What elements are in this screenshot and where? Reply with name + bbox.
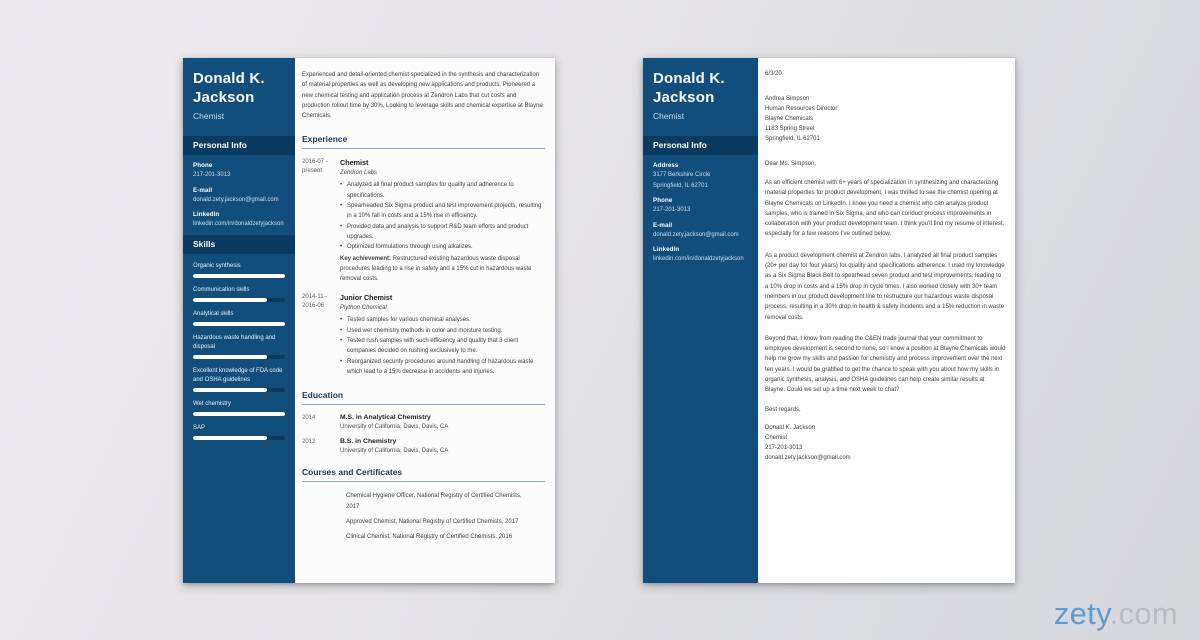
- field-label: Phone: [193, 162, 213, 169]
- bullet-marker: •: [340, 338, 343, 345]
- resume-job-title: Chemist: [193, 111, 225, 121]
- entry-company: Plython Chemical: [340, 305, 387, 312]
- skill-bar-fill: [193, 298, 267, 302]
- skill-label: SAP: [193, 424, 206, 431]
- bullet-marker: •: [340, 223, 343, 230]
- skill-item: [183, 310, 295, 326]
- signature-line: 217-201-3013: [765, 444, 803, 451]
- signature-line: Chemist: [765, 434, 788, 441]
- recipient-line: Springfield, IL 62701: [765, 136, 820, 142]
- entry-body: [340, 414, 545, 430]
- education-entry: [302, 414, 545, 430]
- field-label: LinkedIn: [193, 211, 220, 218]
- resume-main: [295, 58, 555, 583]
- education-entries: [302, 414, 545, 454]
- zety-logo[interactable]: [1054, 596, 1178, 632]
- field-label: Address: [653, 162, 679, 169]
- entry-body: [340, 438, 545, 454]
- letter-signature-block: [765, 423, 1006, 463]
- recipient-line: 1183 Spring Street: [765, 126, 815, 132]
- letter-paragraph: As a product development chemist at Zendron labs, I analyzed all final product samples (20+ per day for four years) for quality and specifications adherence. I used my knowledge as a Six Sigma Black Belt to spearhead seven product and test improvements, leading to a 10% drop in costs and a 15% drop in cycle times. I also worked closely with 30+ team members in our product development line to restructure our hazardous waste disposal process, resulting in a 30% drop in health & safety incidents and a 15% reduction in waste removal costs.: [765, 252, 1005, 321]
- zety-logo-tld: .com: [1109, 596, 1178, 631]
- entry-title: Chemist: [340, 158, 369, 168]
- entry-dates: [302, 293, 340, 377]
- skill-bar-fill: [193, 322, 285, 326]
- education-school: University of California, Davis, Davis, CA: [340, 448, 449, 455]
- cover-letter-name: Donald K. Jackson: [653, 70, 725, 106]
- entry-title: Junior Chemist: [340, 293, 393, 303]
- field-value: donald.zety.jackson@gmail.com: [653, 231, 739, 238]
- personal-info-heading: Personal Info: [183, 136, 295, 155]
- education-year: [302, 414, 340, 430]
- bullet-item: [340, 326, 545, 336]
- skill-label: Hazardous waste handling and disposal: [193, 334, 276, 350]
- bullet-marker: •: [340, 182, 343, 189]
- field-value: 3177 Berkshire Circle: [653, 172, 711, 178]
- experience-entry: [302, 293, 545, 377]
- letter-date: 6/3/20: [765, 71, 782, 77]
- cover-letter-job-title: Chemist: [653, 111, 685, 121]
- personal-info-field: [643, 222, 758, 240]
- skill-bar-fill: [193, 436, 267, 440]
- skills-list: [183, 262, 295, 440]
- personal-info-field: [183, 211, 295, 229]
- cover-letter-header: [643, 58, 758, 130]
- field-value: 217-201-3013: [193, 172, 231, 178]
- field-value: linkedin.com/in/donaldzetyjackson: [193, 221, 284, 227]
- resume-name: Donald K. Jackson: [193, 70, 265, 106]
- resume-summary: Experienced and detail-oriented chemist specialized in the synthesis and characterization of material properties as well as developing new applications and products. Pioneered a new chemical testing and application process at Zendron Labs that cut costs and production rollout time by 30%. Looking to leverage skills and chemical expertise at Blayne Chemicals.: [302, 72, 543, 120]
- entry-date-line: 2012: [302, 439, 316, 446]
- skills-heading: Skills: [183, 235, 295, 254]
- letter-paragraph: As an efficient chemist with 6+ years of specialization in synthesizing and characterizing material properties for product development, I was thrilled to see the chemist opening at Blayne Chemicals on LinkedIn. I know you need a chemist who can analyze product samples, who is trained in Six Sigma, and who can conduct process improvements in collaboration with your product development team. I think you'll find my resume of interest, especially for a few reasons I've outlined below.: [765, 180, 1005, 238]
- skill-bar-track: [193, 322, 285, 326]
- entry-date-line: 2014-11 -: [302, 294, 328, 301]
- recipient-line: Human Resources Director: [765, 106, 838, 112]
- field-value: Springfield, IL 62701: [653, 182, 708, 189]
- courses-list: [302, 491, 545, 542]
- skill-item: [183, 400, 295, 416]
- skill-bar-track: [193, 298, 285, 302]
- recipient-line: Andrea Simpson: [765, 96, 810, 102]
- bullet-text: Spearheaded Six Sigma product and test improvement projects, resulting in a 10% fall in costs and a 15% rise in efficiency.: [347, 203, 542, 220]
- personal-info-field: [643, 197, 758, 215]
- skill-label: Excellent knowledge of FDA code and OSHA guidelines: [193, 367, 283, 383]
- skill-bar-fill: [193, 274, 285, 278]
- skill-item: [183, 334, 295, 359]
- education-school: University of California, Davis, Davis, CA: [340, 424, 449, 431]
- key-achievement-label: Key achievement:: [340, 255, 392, 262]
- education-degree: M.S. in Analytical Chemistry: [340, 414, 431, 422]
- personal-info-field: [643, 246, 758, 264]
- resume-sidebar: [183, 58, 295, 583]
- bullet-text: Tested samples for various chemical analyses.: [347, 317, 471, 324]
- letter-recipient-block: [765, 94, 1006, 144]
- entry-date-line: present: [302, 168, 323, 175]
- skill-bar-track: [193, 412, 285, 416]
- skill-bar-track: [193, 355, 285, 359]
- bullet-marker: •: [340, 244, 343, 251]
- bullet-item: [340, 357, 545, 378]
- zety-logo-name: zety: [1053, 596, 1110, 631]
- bullet-text: Optimized formulations through using alkalizes.: [347, 244, 473, 251]
- skill-bar-track: [193, 388, 285, 392]
- key-achievement-text: Restructured existing hazardous waste disposal procedures leading to a rise in safety and a 15% cut in hazardous waste removal costs.: [340, 255, 532, 283]
- entry-dates: [302, 158, 340, 284]
- cover-letter-body: [758, 58, 1015, 583]
- bullet-text: Reorganized security procedures around handling of hazardous waste which lead to a 15% decrease in accidents and injuries.: [347, 358, 534, 375]
- skill-bar-fill: [193, 355, 267, 359]
- cover-letter-sidebar: [643, 58, 758, 583]
- bullet-item: [340, 201, 545, 222]
- field-value: donald.zety.jackson@gmail.com: [193, 196, 279, 203]
- field-value: 217-201-3013: [653, 207, 691, 213]
- bullet-item: [340, 336, 545, 357]
- skill-bar-track: [193, 436, 285, 440]
- skill-item: [183, 424, 295, 440]
- entry-date-line: 2016-06: [302, 303, 325, 310]
- personal-info-heading: Personal Info: [643, 136, 758, 155]
- field-value: linkedin.com/in/donaldzetyjackson: [653, 256, 744, 262]
- personal-info-field: [643, 162, 758, 190]
- skill-label: Analytical skills: [193, 310, 234, 317]
- entry-company: Zendron Labs: [340, 170, 378, 177]
- bullet-text: Analyzed all final product samples for quality and adherence to specifications.: [347, 182, 514, 199]
- bullet-item: [340, 242, 545, 252]
- letter-paragraphs: [765, 178, 1006, 396]
- education-degree: B.S. in Chemistry: [340, 438, 397, 446]
- resume-header: [183, 58, 295, 130]
- experience-entries: [302, 158, 545, 377]
- personal-info-fields: [183, 162, 295, 229]
- skill-label: Wet chemistry: [193, 400, 231, 407]
- skill-item: [183, 286, 295, 302]
- skill-bar-fill: [193, 388, 267, 392]
- experience-entry: [302, 158, 545, 284]
- personal-info-field: [183, 162, 295, 180]
- letter-paragraph: Beyond that, I know from reading the C&EN trade journal that your commitment to employee development is second to none, so I know a position at Blayne Chemicals would help me grow my skills and passion for chemistry and process improvement over the next ten years. I would be gratified to get the chance to speak with you about how my skills in organic synthesis, analysis, and OSHA guidelines can help create similar results at Blayne. Could we set up a time next week to chat?: [765, 335, 1006, 394]
- education-year: [302, 438, 340, 454]
- bullet-marker: •: [340, 358, 343, 365]
- courses-heading: Courses and Certificates: [302, 467, 545, 482]
- bullet-item: [340, 315, 545, 325]
- skill-label: Communication skills: [193, 286, 250, 293]
- field-label: E-mail: [653, 221, 673, 229]
- course-item: Chemical Hygiene Officer, National Registry of Certified Chemists, 2017: [346, 493, 522, 510]
- bullet-item: [340, 180, 545, 201]
- personal-info-fields: [643, 162, 758, 264]
- key-achievement: [340, 254, 545, 285]
- skill-item: [183, 367, 295, 392]
- education-entry: [302, 438, 545, 454]
- recipient-line: Blayne Chemicals: [765, 116, 814, 122]
- course-item: Approved Chemist, National Registry of Certified Chemists, 2017: [346, 518, 519, 525]
- bullet-marker: •: [340, 203, 343, 210]
- field-label: E-mail: [193, 186, 213, 194]
- bullet-item: [340, 222, 545, 243]
- field-label: LinkedIn: [653, 246, 680, 253]
- bullet-text: Used wet chemistry methods in color and moisture testing.: [347, 327, 503, 334]
- entry-body: [340, 293, 545, 377]
- personal-info-field: [183, 187, 295, 205]
- skill-label: Organic synthesis: [193, 262, 241, 269]
- bullet-text: Provided data and analysis to support R&D team efforts and product upgrades.: [347, 223, 529, 240]
- entry-date-line: 2014: [302, 415, 316, 422]
- education-heading: Education: [302, 390, 545, 405]
- letter-closing: Best regards,: [765, 406, 801, 413]
- entry-date-line: 2016-07 -: [302, 159, 328, 166]
- field-label: Phone: [653, 197, 673, 204]
- skill-bar-track: [193, 274, 285, 278]
- skill-item: [183, 262, 295, 278]
- resume-document: [183, 58, 555, 583]
- bullet-text: Tested rush samples with such efficiency and quality that 3 client companies decided on rushing exclusively to me.: [347, 338, 519, 355]
- bullet-marker: •: [340, 317, 343, 324]
- entry-body: [340, 158, 545, 284]
- cover-letter-document: [643, 58, 1015, 583]
- skill-bar-fill: [193, 412, 285, 416]
- course-item: Clinical Chemist, National Registry of Certified Chemists, 2016: [346, 534, 513, 541]
- bullet-marker: •: [340, 327, 343, 334]
- letter-salutation: Dear Ms. Simpson,: [765, 161, 817, 167]
- signature-line: Donald K. Jackson: [765, 424, 816, 431]
- signature-line: donald.zety.jackson@gmail.com: [765, 454, 851, 461]
- experience-heading: Experience: [302, 134, 545, 149]
